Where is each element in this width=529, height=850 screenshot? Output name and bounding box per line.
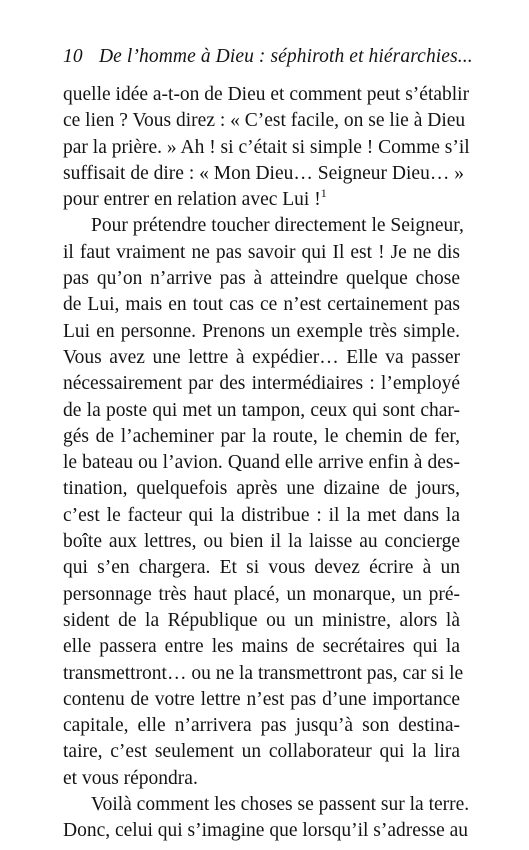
- text-line: qui s’en chargera. Et si vous devez écrire à un: [63, 557, 460, 579]
- text-line: Lui en personne. Prenons un exemple très simple.: [63, 320, 460, 342]
- footnote-marker: 1: [320, 185, 327, 200]
- paragraph-3: [63, 792, 470, 845]
- body-text: [63, 82, 470, 845]
- text-line: gés de l’acheminer par la route, le chemin de fer,: [63, 425, 460, 447]
- text-line: elle passera entre les mains de secrétaires qui la: [63, 636, 460, 658]
- text-line: de la poste qui met un tampon, ceux qui sont char-: [63, 399, 460, 421]
- text-line: pas qu’on n’arrive pas à atteindre quelque chose: [63, 268, 460, 290]
- text-line-content: pour entrer en relation avec Lui !: [63, 189, 321, 211]
- text-line: taire, c’est seulement un collaborateur qui la lira: [63, 741, 460, 763]
- text-line: de Lui, mais en tout cas ce n’est certainement pas: [63, 294, 460, 316]
- text-line: Pour prétendre toucher directement le Seigneur,: [91, 215, 464, 237]
- text-line-with-footnote: [63, 187, 460, 213]
- text-line: suffisait de dire : « Mon Dieu… Seigneur Dieu… »: [63, 162, 464, 184]
- text-line: ce lien ? Vous direz : « C’est facile, on se lie à Dieu: [63, 110, 466, 132]
- paragraph-1: [63, 82, 470, 213]
- book-page: [63, 44, 473, 845]
- text-line: boîte aux lettres, ou bien il la laisse au concierge: [63, 531, 460, 553]
- page-number: 10: [63, 46, 83, 67]
- text-line: il faut vraiment ne pas savoir qui Il est ! Je ne dis: [63, 241, 460, 263]
- text-line: sident de la République ou un ministre, alors là: [63, 609, 460, 631]
- text-line: le bateau ou l’avion. Quand elle arrive enfin à des-: [63, 452, 460, 474]
- text-line: contenu de votre lettre n’est pas d’une importance: [63, 688, 460, 710]
- text-line: Donc, celui qui s’imagine que lorsqu’il s’adresse au: [63, 820, 469, 842]
- text-line: Vous avez une lettre à expédier… Elle va passer: [63, 346, 460, 368]
- text-line: nécessairement par des intermédiaires : l’employé: [63, 373, 460, 395]
- running-header: [63, 44, 473, 70]
- text-line: personnage très haut placé, un monarque, un pré-: [63, 583, 460, 605]
- paragraph-2: [63, 213, 464, 792]
- text-line: par la prière. » Ah ! si c’était si simple ! Comme s’il: [63, 136, 470, 158]
- text-line: tination, quelquefois après une dizaine de jours,: [63, 478, 460, 500]
- running-title: De l’homme à Dieu : séphiroth et hiérarchies...: [99, 46, 473, 67]
- text-line: quelle idée a-t-on de Dieu et comment peut s’établir: [63, 84, 470, 105]
- text-line: Voilà comment les choses se passent sur la terre.: [91, 794, 470, 816]
- text-line: capitale, elle n’arrivera pas jusqu’à son destina-: [63, 715, 460, 737]
- text-line: et vous répondra.: [63, 767, 198, 789]
- text-line: transmettront… ou ne la transmettront pas, car si le: [63, 662, 464, 684]
- text-line: c’est le facteur qui la distribue : il la met dans la: [63, 504, 460, 526]
